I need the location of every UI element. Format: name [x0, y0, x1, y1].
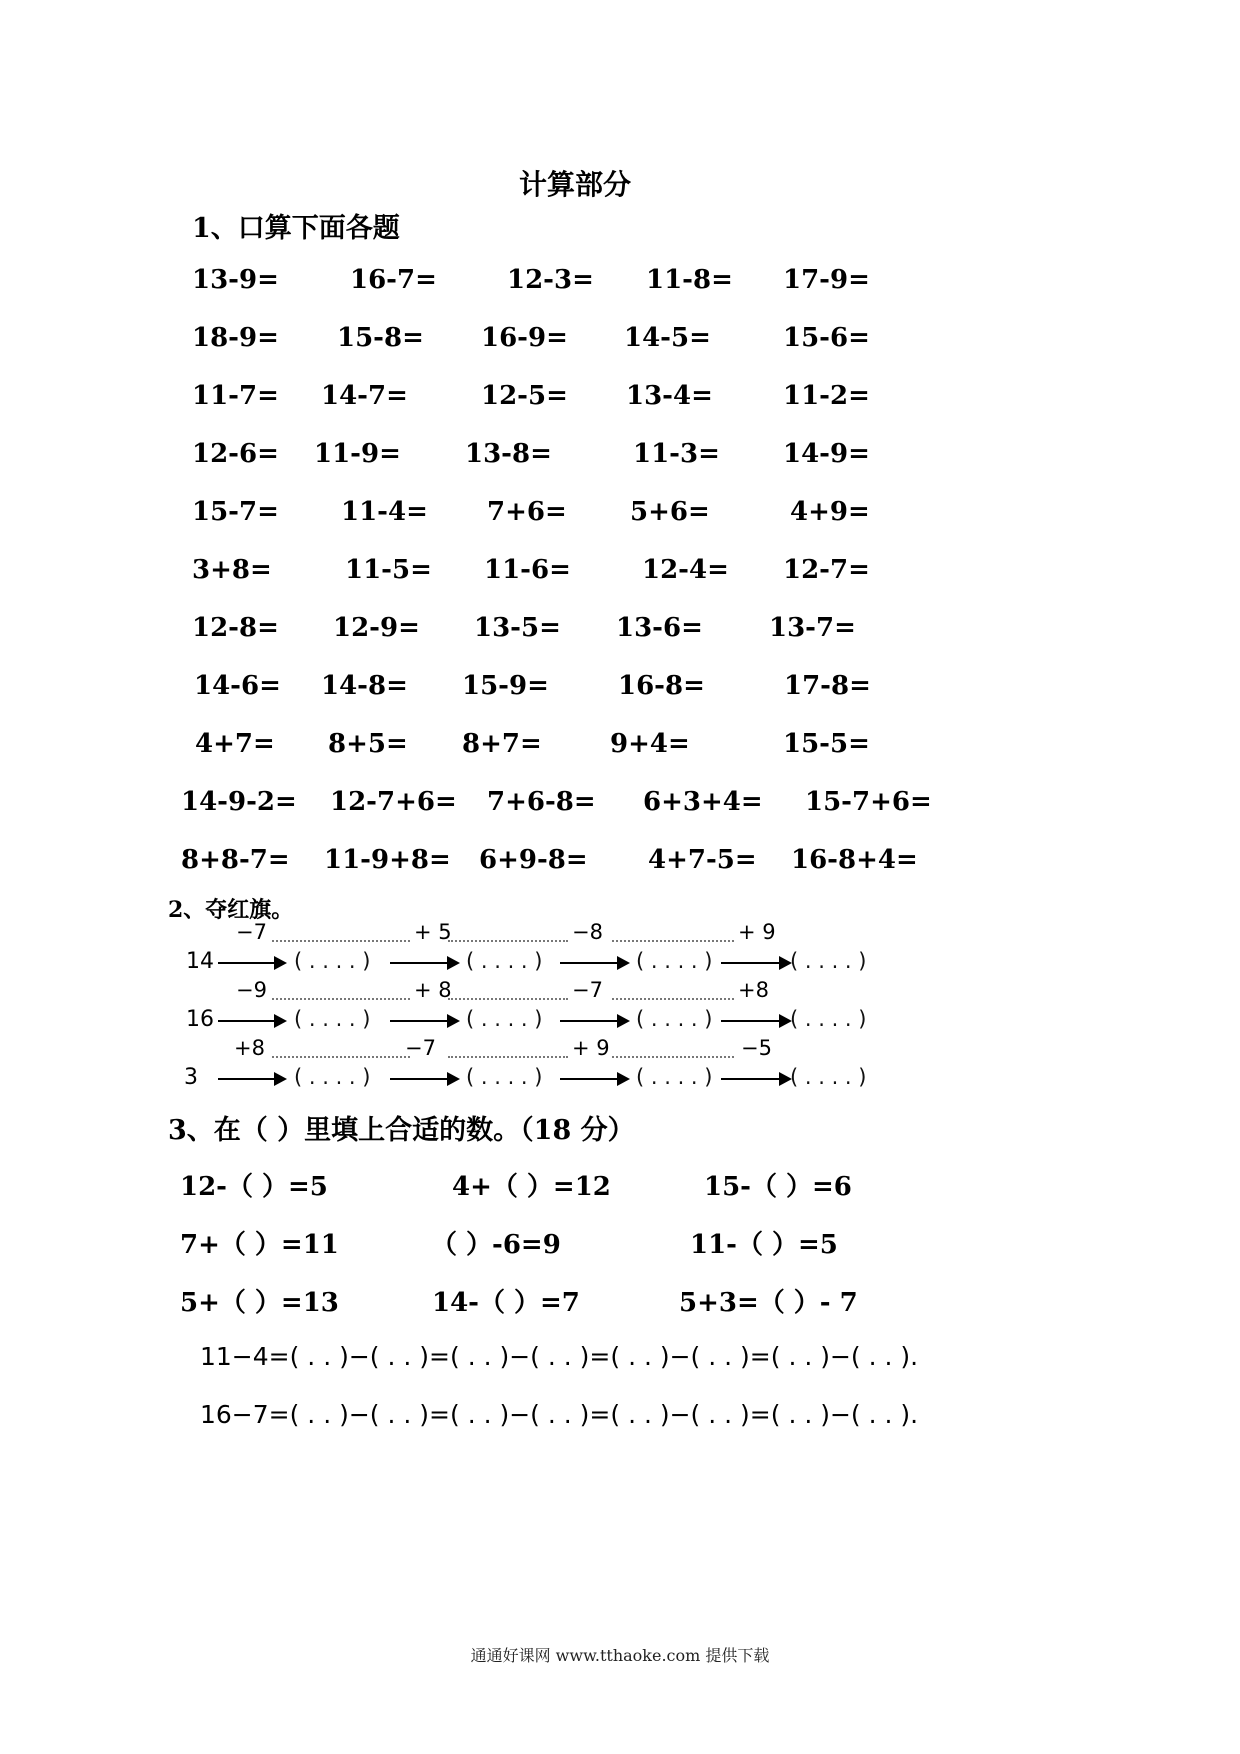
answer-blank[interactable]: ( . . . . ) — [466, 949, 543, 973]
math-problem: 12-3= — [507, 265, 594, 295]
math-problem: 16-8+4= — [791, 845, 918, 875]
math-problem: 14-6= — [194, 671, 281, 701]
dotted-guide — [272, 1056, 410, 1058]
chain-operation: −7 — [236, 920, 267, 944]
math-problem: 11-8= — [646, 265, 733, 295]
chain-arrow — [721, 962, 790, 964]
answer-blank[interactable]: ( . . . . ) — [294, 949, 371, 973]
answer-blank[interactable]: ( . . . . ) — [790, 1007, 867, 1031]
math-problem: 16-8= — [618, 671, 705, 701]
math-problem: 11-9= — [314, 439, 401, 469]
math-problem: 15-7= — [192, 497, 279, 527]
chain-arrow — [721, 1020, 790, 1022]
chain-operation: −8 — [572, 920, 603, 944]
chain-operation: +8 — [738, 978, 769, 1002]
chain-arrow — [390, 1020, 458, 1022]
answer-blank[interactable]: ( . . . . ) — [636, 1065, 713, 1089]
answer-blank[interactable]: ( . . . . ) — [466, 1007, 543, 1031]
math-problem: 11-9+8= — [324, 845, 451, 875]
fill-in-problem[interactable]: 4+（ ）=12 — [452, 1172, 611, 1202]
math-problem: 12-4= — [642, 555, 729, 585]
fill-in-problem[interactable]: 15-（ ）=6 — [704, 1172, 852, 1202]
math-problem: 16-9= — [481, 323, 568, 353]
fill-in-problem[interactable]: 5+3=（ ）- 7 — [679, 1288, 858, 1318]
answer-blank[interactable]: ( . . . . ) — [294, 1065, 371, 1089]
math-problem: 13-8= — [465, 439, 552, 469]
math-problem: 15-6= — [783, 323, 870, 353]
section3-heading: 3、在（ ）里填上合适的数。（18 分） — [168, 1115, 635, 1146]
dotted-guide — [612, 998, 734, 1000]
math-problem: 3+8= — [192, 555, 272, 585]
math-problem: 4+9= — [790, 497, 870, 527]
answer-blank[interactable]: ( . . . . ) — [636, 1007, 713, 1031]
answer-blank[interactable]: ( . . . . ) — [790, 949, 867, 973]
math-problem: 8+8-7= — [181, 845, 290, 875]
math-problem: 17-9= — [783, 265, 870, 295]
section2-heading: 2、夺红旗。 — [168, 897, 294, 923]
math-problem: 18-9= — [192, 323, 279, 353]
fill-in-problem[interactable]: 12-（ ）=5 — [180, 1172, 328, 1202]
math-problem: 6+9-8= — [479, 845, 588, 875]
chain-arrow — [218, 1078, 285, 1080]
dotted-guide — [448, 998, 568, 1000]
math-problem: 14-9= — [783, 439, 870, 469]
math-problem: 12-7= — [783, 555, 870, 585]
math-problem: 16-7= — [350, 265, 437, 295]
chain-arrow — [560, 1078, 628, 1080]
math-problem: 14-8= — [321, 671, 408, 701]
chain-arrow — [218, 1020, 285, 1022]
math-problem: 11-7= — [192, 381, 279, 411]
chain-operation: −5 — [741, 1036, 772, 1060]
math-problem: 4+7= — [195, 729, 275, 759]
fill-in-problem[interactable]: 11-（ ）=5 — [690, 1230, 838, 1260]
math-problem: 12-7+6= — [330, 787, 457, 817]
chain-arrow — [390, 1078, 458, 1080]
math-problem: 17-8= — [784, 671, 871, 701]
math-problem: 13-7= — [769, 613, 856, 643]
math-problem: 11-4= — [341, 497, 428, 527]
chain-arrow — [390, 962, 458, 964]
page-title: 计算部分 — [518, 168, 631, 201]
math-problem: 13-6= — [616, 613, 703, 643]
math-problem: 4+7-5= — [648, 845, 757, 875]
dotted-guide — [612, 940, 734, 942]
math-problem: 6+3+4= — [643, 787, 763, 817]
chain-arrow — [721, 1078, 790, 1080]
math-problem: 11-3= — [633, 439, 720, 469]
math-problem: 7+6-8= — [487, 787, 596, 817]
answer-blank[interactable]: ( . . . . ) — [294, 1007, 371, 1031]
chain-operation: −9 — [236, 978, 267, 1002]
chain-operation: −7 — [405, 1036, 436, 1060]
chain-operation: + 5 — [414, 920, 452, 944]
math-problem: 14-9-2= — [181, 787, 297, 817]
math-problem: 15-9= — [462, 671, 549, 701]
dotted-guide — [272, 940, 410, 942]
math-problem: 11-2= — [783, 381, 870, 411]
section1-heading: 1、口算下面各题 — [192, 213, 400, 244]
answer-blank[interactable]: ( . . . . ) — [636, 949, 713, 973]
math-problem: 15-5= — [783, 729, 870, 759]
dotted-guide — [448, 940, 568, 942]
fill-in-problem[interactable]: （ ）-6=9 — [431, 1230, 561, 1260]
math-problem: 13-4= — [626, 381, 713, 411]
footer-credit: 通通好课网 www.tthaoke.com 提供下载 — [470, 1646, 770, 1665]
chain-start-number: 3 — [184, 1065, 198, 1090]
math-problem: 12-6= — [192, 439, 279, 469]
chain-operation: + 9 — [738, 920, 776, 944]
fill-in-problem[interactable]: 5+（ ）=13 — [180, 1288, 339, 1318]
fill-in-problem[interactable]: 14-（ ）=7 — [432, 1288, 580, 1318]
dotted-guide — [612, 1056, 734, 1058]
math-problem: 14-7= — [321, 381, 408, 411]
chain-operation: + 9 — [572, 1036, 610, 1060]
chain-arrow — [218, 962, 285, 964]
chain-arrow — [560, 962, 628, 964]
answer-blank[interactable]: ( . . . . ) — [790, 1065, 867, 1089]
chain-operation: + 8 — [414, 978, 452, 1002]
math-problem: 12-5= — [481, 381, 568, 411]
math-problem: 5+6= — [630, 497, 710, 527]
math-problem: 15-7+6= — [805, 787, 932, 817]
fill-in-problem[interactable]: 7+（ ）=11 — [180, 1230, 339, 1260]
chain-start-number: 16 — [186, 1007, 214, 1032]
math-problem: 7+6= — [487, 497, 567, 527]
math-problem: 8+5= — [328, 729, 408, 759]
dotted-guide — [272, 998, 410, 1000]
chain-arrow — [560, 1020, 628, 1022]
math-problem: 12-9= — [333, 613, 420, 643]
chain-start-number: 14 — [186, 949, 214, 974]
answer-blank[interactable]: ( . . . . ) — [466, 1065, 543, 1089]
decomposition-row: 16−7=( . . )−( . . )=( . . )−( . . )=( . . )−( . . )=( . . )−( . . ). — [200, 1400, 919, 1429]
dotted-guide — [448, 1056, 568, 1058]
math-problem: 11-6= — [484, 555, 571, 585]
math-problem: 12-8= — [192, 613, 279, 643]
math-problem: 15-8= — [337, 323, 424, 353]
math-problem: 8+7= — [462, 729, 542, 759]
chain-operation: +8 — [234, 1036, 265, 1060]
math-problem: 13-5= — [474, 613, 561, 643]
math-problem: 14-5= — [624, 323, 711, 353]
math-problem: 9+4= — [610, 729, 690, 759]
decomposition-row: 11−4=( . . )−( . . )=( . . )−( . . )=( . . )−( . . )=( . . )−( . . ). — [200, 1342, 919, 1371]
math-problem: 11-5= — [345, 555, 432, 585]
math-problem: 13-9= — [192, 265, 279, 295]
chain-operation: −7 — [572, 978, 603, 1002]
